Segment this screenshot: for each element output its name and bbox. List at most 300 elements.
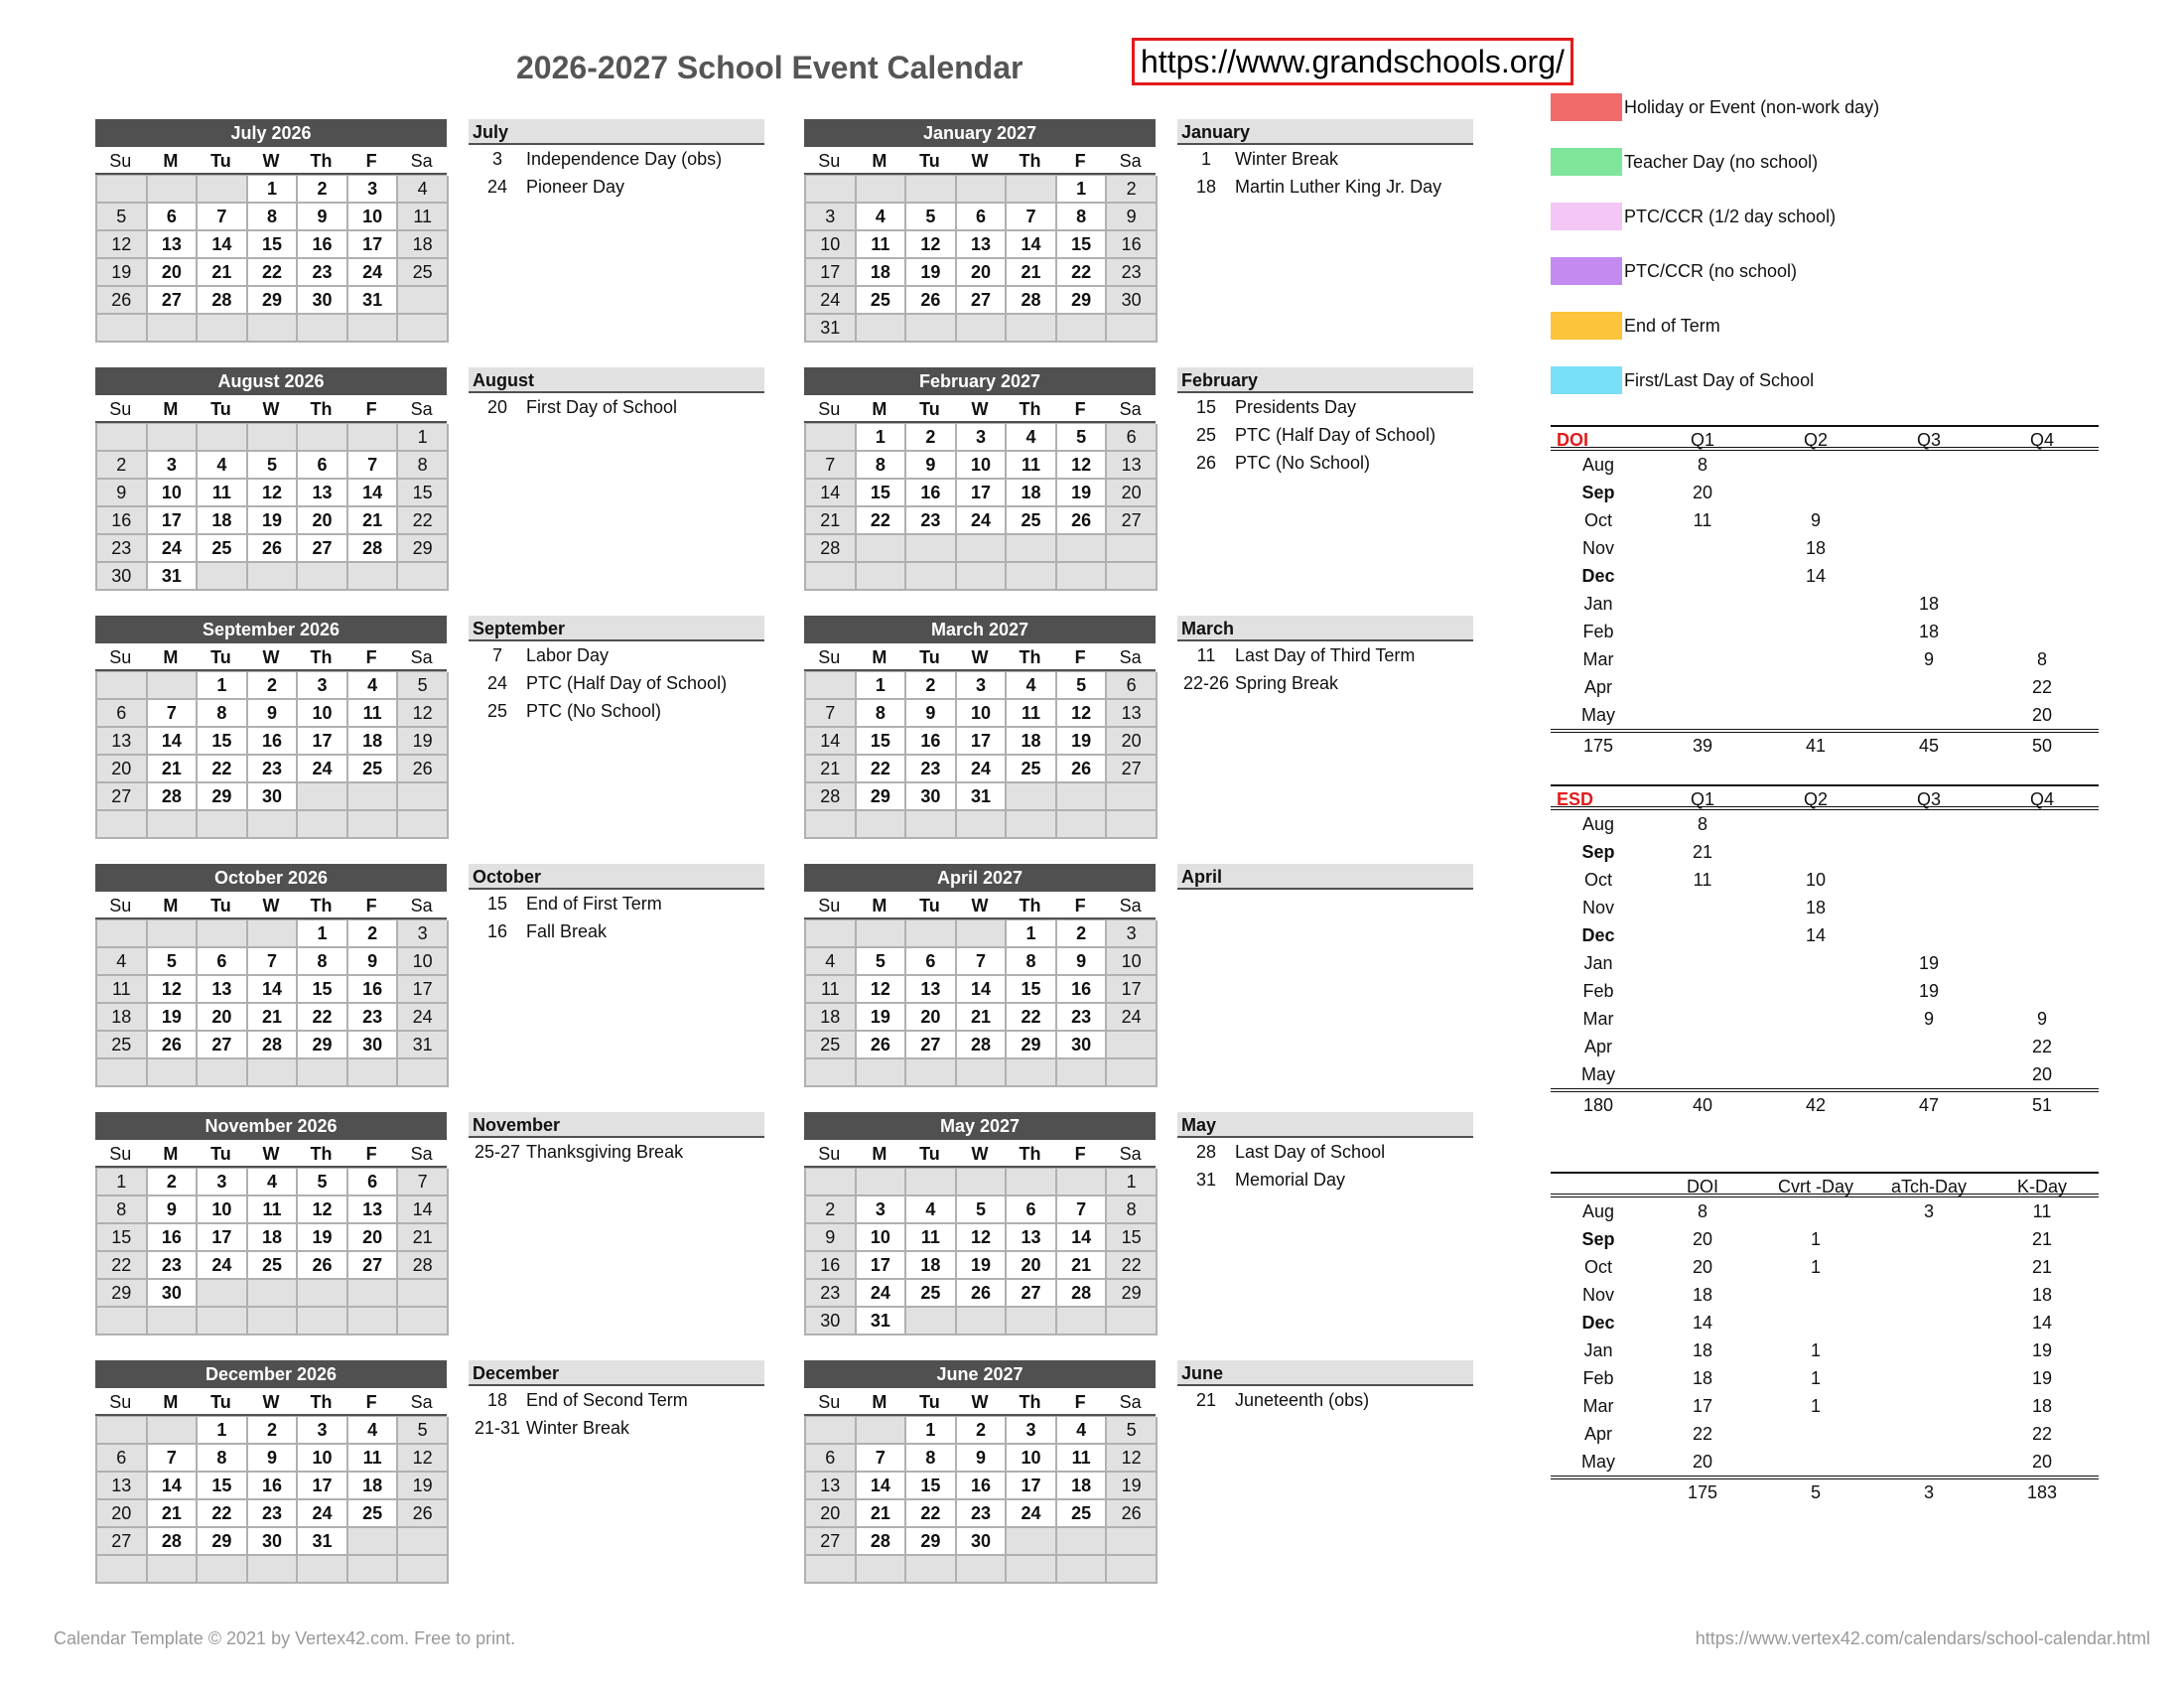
- day-cell[interactable]: 20: [97, 756, 148, 783]
- day-cell[interactable]: 25: [348, 1500, 399, 1528]
- day-cell[interactable]: 17: [398, 976, 449, 1004]
- day-cell[interactable]: 9: [248, 700, 299, 728]
- day-cell[interactable]: 16: [348, 976, 399, 1004]
- day-cell[interactable]: 16: [806, 1252, 857, 1280]
- day-cell[interactable]: 17: [198, 1224, 248, 1252]
- day-cell[interactable]: 27: [198, 1032, 248, 1059]
- day-cell[interactable]: 24: [298, 756, 348, 783]
- day-cell[interactable]: 25: [348, 756, 399, 783]
- day-cell[interactable]: 26: [398, 1500, 449, 1528]
- day-cell[interactable]: 15: [298, 976, 348, 1004]
- day-cell[interactable]: 14: [198, 231, 248, 259]
- day-cell[interactable]: 8: [906, 1445, 957, 1473]
- school-url-link[interactable]: https://www.grandschools.org/: [1132, 38, 1573, 85]
- day-cell[interactable]: 29: [857, 783, 907, 811]
- day-cell[interactable]: 10: [398, 948, 449, 976]
- day-cell[interactable]: 20: [1107, 480, 1158, 507]
- day-cell[interactable]: 13: [298, 480, 348, 507]
- day-cell[interactable]: 31: [806, 315, 857, 343]
- day-cell[interactable]: 8: [198, 700, 248, 728]
- day-cell[interactable]: 19: [1057, 728, 1108, 756]
- day-cell[interactable]: 22: [857, 756, 907, 783]
- day-cell[interactable]: 9: [248, 1445, 299, 1473]
- day-cell[interactable]: 15: [248, 231, 299, 259]
- day-cell[interactable]: 14: [857, 1473, 907, 1500]
- day-cell[interactable]: 16: [248, 728, 299, 756]
- day-cell[interactable]: 9: [906, 452, 957, 480]
- day-cell[interactable]: 27: [148, 287, 199, 315]
- day-cell[interactable]: 27: [1007, 1280, 1057, 1308]
- day-cell[interactable]: 12: [1057, 452, 1108, 480]
- day-cell[interactable]: 17: [806, 259, 857, 287]
- day-cell[interactable]: 3: [298, 672, 348, 700]
- day-cell[interactable]: 10: [348, 204, 399, 231]
- day-cell[interactable]: 8: [1007, 948, 1057, 976]
- day-cell[interactable]: 6: [1007, 1196, 1057, 1224]
- day-cell[interactable]: 7: [957, 948, 1008, 976]
- day-cell[interactable]: 27: [97, 1528, 148, 1556]
- day-cell[interactable]: 17: [348, 231, 399, 259]
- day-cell[interactable]: 14: [1007, 231, 1057, 259]
- day-cell[interactable]: 10: [957, 452, 1008, 480]
- day-cell[interactable]: 3: [198, 1169, 248, 1196]
- day-cell[interactable]: 26: [957, 1280, 1008, 1308]
- day-cell[interactable]: 7: [1057, 1196, 1108, 1224]
- day-cell[interactable]: 27: [906, 1032, 957, 1059]
- day-cell[interactable]: 14: [957, 976, 1008, 1004]
- day-cell[interactable]: 13: [906, 976, 957, 1004]
- day-cell[interactable]: 28: [348, 535, 399, 563]
- day-cell[interactable]: 8: [248, 204, 299, 231]
- day-cell[interactable]: 23: [1057, 1004, 1108, 1032]
- day-cell[interactable]: 4: [348, 1417, 399, 1445]
- day-cell[interactable]: 2: [298, 176, 348, 204]
- day-cell[interactable]: 2: [248, 672, 299, 700]
- day-cell[interactable]: 20: [148, 259, 199, 287]
- day-cell[interactable]: 22: [198, 756, 248, 783]
- day-cell[interactable]: 13: [97, 728, 148, 756]
- day-cell[interactable]: 31: [398, 1032, 449, 1059]
- day-cell[interactable]: 6: [806, 1445, 857, 1473]
- day-cell[interactable]: 21: [198, 259, 248, 287]
- day-cell[interactable]: 11: [906, 1224, 957, 1252]
- day-cell[interactable]: 1: [857, 672, 907, 700]
- day-cell[interactable]: 21: [348, 507, 399, 535]
- day-cell[interactable]: 11: [857, 231, 907, 259]
- day-cell[interactable]: 26: [1057, 756, 1108, 783]
- day-cell[interactable]: 8: [857, 452, 907, 480]
- day-cell[interactable]: 26: [857, 1032, 907, 1059]
- day-cell[interactable]: 30: [97, 563, 148, 591]
- day-cell[interactable]: 11: [1007, 700, 1057, 728]
- day-cell[interactable]: 23: [248, 756, 299, 783]
- day-cell[interactable]: 6: [348, 1169, 399, 1196]
- day-cell[interactable]: 9: [348, 948, 399, 976]
- day-cell[interactable]: 1: [857, 424, 907, 452]
- day-cell[interactable]: 18: [348, 728, 399, 756]
- day-cell[interactable]: 9: [97, 480, 148, 507]
- day-cell[interactable]: 12: [148, 976, 199, 1004]
- day-cell[interactable]: 25: [248, 1252, 299, 1280]
- day-cell[interactable]: 25: [1007, 507, 1057, 535]
- day-cell[interactable]: 8: [198, 1445, 248, 1473]
- day-cell[interactable]: 16: [1057, 976, 1108, 1004]
- day-cell[interactable]: 21: [857, 1500, 907, 1528]
- day-cell[interactable]: 27: [1107, 756, 1158, 783]
- day-cell[interactable]: 20: [1107, 728, 1158, 756]
- day-cell[interactable]: 29: [298, 1032, 348, 1059]
- day-cell[interactable]: 3: [148, 452, 199, 480]
- day-cell[interactable]: 30: [806, 1308, 857, 1336]
- day-cell[interactable]: 5: [1057, 424, 1108, 452]
- day-cell[interactable]: 8: [857, 700, 907, 728]
- day-cell[interactable]: 1: [198, 1417, 248, 1445]
- day-cell[interactable]: 20: [97, 1500, 148, 1528]
- day-cell[interactable]: 7: [806, 700, 857, 728]
- day-cell[interactable]: 24: [148, 535, 199, 563]
- day-cell[interactable]: 26: [906, 287, 957, 315]
- day-cell[interactable]: 11: [248, 1196, 299, 1224]
- day-cell[interactable]: 20: [298, 507, 348, 535]
- day-cell[interactable]: 16: [298, 231, 348, 259]
- day-cell[interactable]: 1: [398, 424, 449, 452]
- day-cell[interactable]: 21: [806, 756, 857, 783]
- day-cell[interactable]: 11: [348, 700, 399, 728]
- day-cell[interactable]: 23: [906, 507, 957, 535]
- day-cell[interactable]: 2: [348, 920, 399, 948]
- day-cell[interactable]: 1: [198, 672, 248, 700]
- day-cell[interactable]: 18: [348, 1473, 399, 1500]
- day-cell[interactable]: 30: [348, 1032, 399, 1059]
- day-cell[interactable]: 2: [248, 1417, 299, 1445]
- day-cell[interactable]: 4: [1007, 424, 1057, 452]
- day-cell[interactable]: 16: [906, 480, 957, 507]
- day-cell[interactable]: 11: [198, 480, 248, 507]
- day-cell[interactable]: 19: [148, 1004, 199, 1032]
- day-cell[interactable]: 4: [248, 1169, 299, 1196]
- day-cell[interactable]: 5: [1107, 1417, 1158, 1445]
- day-cell[interactable]: 4: [398, 176, 449, 204]
- day-cell[interactable]: 22: [248, 259, 299, 287]
- day-cell[interactable]: 7: [348, 452, 399, 480]
- day-cell[interactable]: 16: [148, 1224, 199, 1252]
- day-cell[interactable]: 24: [198, 1252, 248, 1280]
- day-cell[interactable]: 31: [148, 563, 199, 591]
- day-cell[interactable]: 17: [298, 1473, 348, 1500]
- day-cell[interactable]: 25: [198, 535, 248, 563]
- day-cell[interactable]: 4: [906, 1196, 957, 1224]
- day-cell[interactable]: 4: [857, 204, 907, 231]
- day-cell[interactable]: 4: [348, 672, 399, 700]
- day-cell[interactable]: 29: [1057, 287, 1108, 315]
- day-cell[interactable]: 22: [906, 1500, 957, 1528]
- day-cell[interactable]: 8: [1107, 1196, 1158, 1224]
- day-cell[interactable]: 2: [148, 1169, 199, 1196]
- day-cell[interactable]: 17: [298, 728, 348, 756]
- day-cell[interactable]: 18: [248, 1224, 299, 1252]
- day-cell[interactable]: 30: [248, 1528, 299, 1556]
- day-cell[interactable]: 25: [1057, 1500, 1108, 1528]
- day-cell[interactable]: 2: [1107, 176, 1158, 204]
- day-cell[interactable]: 1: [298, 920, 348, 948]
- day-cell[interactable]: 17: [957, 480, 1008, 507]
- day-cell[interactable]: 25: [1007, 756, 1057, 783]
- day-cell[interactable]: 23: [298, 259, 348, 287]
- day-cell[interactable]: 28: [198, 287, 248, 315]
- day-cell[interactable]: 28: [148, 783, 199, 811]
- day-cell[interactable]: 26: [398, 756, 449, 783]
- day-cell[interactable]: 30: [906, 783, 957, 811]
- day-cell[interactable]: 28: [148, 1528, 199, 1556]
- day-cell[interactable]: 9: [1057, 948, 1108, 976]
- day-cell[interactable]: 22: [198, 1500, 248, 1528]
- day-cell[interactable]: 5: [148, 948, 199, 976]
- day-cell[interactable]: 6: [148, 204, 199, 231]
- day-cell[interactable]: 25: [806, 1032, 857, 1059]
- day-cell[interactable]: 10: [957, 700, 1008, 728]
- day-cell[interactable]: 22: [1107, 1252, 1158, 1280]
- day-cell[interactable]: 27: [806, 1528, 857, 1556]
- day-cell[interactable]: 1: [1107, 1169, 1158, 1196]
- day-cell[interactable]: 3: [957, 672, 1008, 700]
- day-cell[interactable]: 28: [806, 783, 857, 811]
- day-cell[interactable]: 15: [1007, 976, 1057, 1004]
- day-cell[interactable]: 3: [806, 204, 857, 231]
- day-cell[interactable]: 14: [1057, 1224, 1108, 1252]
- day-cell[interactable]: 11: [1007, 452, 1057, 480]
- day-cell[interactable]: 7: [198, 204, 248, 231]
- day-cell[interactable]: 5: [1057, 672, 1108, 700]
- day-cell[interactable]: 29: [198, 783, 248, 811]
- day-cell[interactable]: 8: [398, 452, 449, 480]
- day-cell[interactable]: 22: [97, 1252, 148, 1280]
- day-cell[interactable]: 23: [148, 1252, 199, 1280]
- day-cell[interactable]: 11: [1057, 1445, 1108, 1473]
- day-cell[interactable]: 10: [198, 1196, 248, 1224]
- day-cell[interactable]: 21: [957, 1004, 1008, 1032]
- footer-template-link[interactable]: https://www.vertex42.com/calendars/school-calendar.html: [1695, 1628, 2150, 1648]
- day-cell[interactable]: 4: [97, 948, 148, 976]
- day-cell[interactable]: 18: [1057, 1473, 1108, 1500]
- day-cell[interactable]: 19: [97, 259, 148, 287]
- day-cell[interactable]: 4: [198, 452, 248, 480]
- day-cell[interactable]: 31: [348, 287, 399, 315]
- day-cell[interactable]: 28: [857, 1528, 907, 1556]
- day-cell[interactable]: 18: [1007, 728, 1057, 756]
- day-cell[interactable]: 9: [148, 1196, 199, 1224]
- day-cell[interactable]: 12: [398, 700, 449, 728]
- day-cell[interactable]: 23: [806, 1280, 857, 1308]
- day-cell[interactable]: 6: [97, 700, 148, 728]
- day-cell[interactable]: 26: [298, 1252, 348, 1280]
- day-cell[interactable]: 6: [1107, 672, 1158, 700]
- day-cell[interactable]: 8: [298, 948, 348, 976]
- day-cell[interactable]: 22: [398, 507, 449, 535]
- day-cell[interactable]: 13: [97, 1473, 148, 1500]
- day-cell[interactable]: 13: [806, 1473, 857, 1500]
- day-cell[interactable]: 26: [1057, 507, 1108, 535]
- day-cell[interactable]: 3: [857, 1196, 907, 1224]
- day-cell[interactable]: 19: [398, 1473, 449, 1500]
- day-cell[interactable]: 19: [957, 1252, 1008, 1280]
- day-cell[interactable]: 10: [298, 1445, 348, 1473]
- day-cell[interactable]: 19: [1057, 480, 1108, 507]
- day-cell[interactable]: 17: [148, 507, 199, 535]
- day-cell[interactable]: 28: [806, 535, 857, 563]
- day-cell[interactable]: 9: [906, 700, 957, 728]
- day-cell[interactable]: 14: [148, 728, 199, 756]
- day-cell[interactable]: 18: [1007, 480, 1057, 507]
- day-cell[interactable]: 11: [97, 976, 148, 1004]
- day-cell[interactable]: 27: [957, 287, 1008, 315]
- day-cell[interactable]: 4: [1057, 1417, 1108, 1445]
- day-cell[interactable]: 26: [1107, 1500, 1158, 1528]
- day-cell[interactable]: 29: [906, 1528, 957, 1556]
- day-cell[interactable]: 30: [1057, 1032, 1108, 1059]
- day-cell[interactable]: 17: [1107, 976, 1158, 1004]
- day-cell[interactable]: 21: [148, 1500, 199, 1528]
- day-cell[interactable]: 9: [298, 204, 348, 231]
- day-cell[interactable]: 6: [906, 948, 957, 976]
- day-cell[interactable]: 5: [298, 1169, 348, 1196]
- day-cell[interactable]: 29: [97, 1280, 148, 1308]
- day-cell[interactable]: 5: [398, 672, 449, 700]
- day-cell[interactable]: 12: [957, 1224, 1008, 1252]
- day-cell[interactable]: 18: [906, 1252, 957, 1280]
- day-cell[interactable]: 12: [398, 1445, 449, 1473]
- day-cell[interactable]: 30: [298, 287, 348, 315]
- day-cell[interactable]: 19: [857, 1004, 907, 1032]
- day-cell[interactable]: 24: [806, 287, 857, 315]
- day-cell[interactable]: 21: [1007, 259, 1057, 287]
- day-cell[interactable]: 14: [806, 728, 857, 756]
- day-cell[interactable]: 29: [1007, 1032, 1057, 1059]
- day-cell[interactable]: 30: [957, 1528, 1008, 1556]
- day-cell[interactable]: 11: [806, 976, 857, 1004]
- day-cell[interactable]: 15: [1057, 231, 1108, 259]
- day-cell[interactable]: 11: [398, 204, 449, 231]
- day-cell[interactable]: 2: [806, 1196, 857, 1224]
- day-cell[interactable]: 20: [348, 1224, 399, 1252]
- day-cell[interactable]: 19: [906, 259, 957, 287]
- day-cell[interactable]: 13: [957, 231, 1008, 259]
- day-cell[interactable]: 26: [97, 287, 148, 315]
- day-cell[interactable]: 3: [298, 1417, 348, 1445]
- day-cell[interactable]: 26: [148, 1032, 199, 1059]
- day-cell[interactable]: 7: [806, 452, 857, 480]
- day-cell[interactable]: 6: [1107, 424, 1158, 452]
- day-cell[interactable]: 30: [148, 1280, 199, 1308]
- day-cell[interactable]: 30: [1107, 287, 1158, 315]
- day-cell[interactable]: 20: [806, 1500, 857, 1528]
- day-cell[interactable]: 2: [97, 452, 148, 480]
- day-cell[interactable]: 29: [198, 1528, 248, 1556]
- day-cell[interactable]: 15: [97, 1224, 148, 1252]
- day-cell[interactable]: 7: [857, 1445, 907, 1473]
- day-cell[interactable]: 6: [298, 452, 348, 480]
- day-cell[interactable]: 24: [298, 1500, 348, 1528]
- day-cell[interactable]: 1: [906, 1417, 957, 1445]
- day-cell[interactable]: 19: [248, 507, 299, 535]
- day-cell[interactable]: 19: [1107, 1473, 1158, 1500]
- day-cell[interactable]: 13: [1107, 700, 1158, 728]
- day-cell[interactable]: 23: [248, 1500, 299, 1528]
- day-cell[interactable]: 10: [1107, 948, 1158, 976]
- day-cell[interactable]: 7: [398, 1169, 449, 1196]
- day-cell[interactable]: 5: [248, 452, 299, 480]
- day-cell[interactable]: 10: [1007, 1445, 1057, 1473]
- day-cell[interactable]: 20: [957, 259, 1008, 287]
- day-cell[interactable]: 21: [806, 507, 857, 535]
- day-cell[interactable]: 16: [248, 1473, 299, 1500]
- day-cell[interactable]: 15: [857, 728, 907, 756]
- day-cell[interactable]: 3: [957, 424, 1008, 452]
- day-cell[interactable]: 9: [1107, 204, 1158, 231]
- day-cell[interactable]: 13: [148, 231, 199, 259]
- day-cell[interactable]: 18: [198, 507, 248, 535]
- day-cell[interactable]: 1: [248, 176, 299, 204]
- day-cell[interactable]: 27: [1107, 507, 1158, 535]
- day-cell[interactable]: 31: [857, 1308, 907, 1336]
- day-cell[interactable]: 5: [398, 1417, 449, 1445]
- day-cell[interactable]: 15: [398, 480, 449, 507]
- day-cell[interactable]: 21: [1057, 1252, 1108, 1280]
- day-cell[interactable]: 21: [148, 756, 199, 783]
- day-cell[interactable]: 17: [957, 728, 1008, 756]
- day-cell[interactable]: 23: [97, 535, 148, 563]
- day-cell[interactable]: 12: [1107, 1445, 1158, 1473]
- day-cell[interactable]: 7: [248, 948, 299, 976]
- day-cell[interactable]: 24: [1007, 1500, 1057, 1528]
- day-cell[interactable]: 2: [1057, 920, 1108, 948]
- day-cell[interactable]: 20: [198, 1004, 248, 1032]
- day-cell[interactable]: 8: [97, 1196, 148, 1224]
- day-cell[interactable]: 12: [906, 231, 957, 259]
- day-cell[interactable]: 12: [248, 480, 299, 507]
- day-cell[interactable]: 17: [1007, 1473, 1057, 1500]
- day-cell[interactable]: 16: [1107, 231, 1158, 259]
- day-cell[interactable]: 10: [806, 231, 857, 259]
- day-cell[interactable]: 27: [298, 535, 348, 563]
- day-cell[interactable]: 1: [1057, 176, 1108, 204]
- day-cell[interactable]: 27: [348, 1252, 399, 1280]
- day-cell[interactable]: 7: [1007, 204, 1057, 231]
- day-cell[interactable]: 14: [148, 1473, 199, 1500]
- day-cell[interactable]: 1: [1007, 920, 1057, 948]
- day-cell[interactable]: 27: [97, 783, 148, 811]
- day-cell[interactable]: 9: [957, 1445, 1008, 1473]
- day-cell[interactable]: 22: [857, 507, 907, 535]
- day-cell[interactable]: 5: [857, 948, 907, 976]
- day-cell[interactable]: 25: [906, 1280, 957, 1308]
- day-cell[interactable]: 24: [957, 756, 1008, 783]
- day-cell[interactable]: 18: [857, 259, 907, 287]
- day-cell[interactable]: 24: [1107, 1004, 1158, 1032]
- day-cell[interactable]: 22: [1007, 1004, 1057, 1032]
- day-cell[interactable]: 3: [398, 920, 449, 948]
- day-cell[interactable]: 2: [906, 424, 957, 452]
- day-cell[interactable]: 3: [1107, 920, 1158, 948]
- day-cell[interactable]: 10: [857, 1224, 907, 1252]
- day-cell[interactable]: 10: [298, 700, 348, 728]
- day-cell[interactable]: 20: [906, 1004, 957, 1032]
- day-cell[interactable]: 10: [148, 480, 199, 507]
- day-cell[interactable]: 28: [957, 1032, 1008, 1059]
- day-cell[interactable]: 24: [398, 1004, 449, 1032]
- day-cell[interactable]: 6: [97, 1445, 148, 1473]
- day-cell[interactable]: 25: [857, 287, 907, 315]
- day-cell[interactable]: 6: [957, 204, 1008, 231]
